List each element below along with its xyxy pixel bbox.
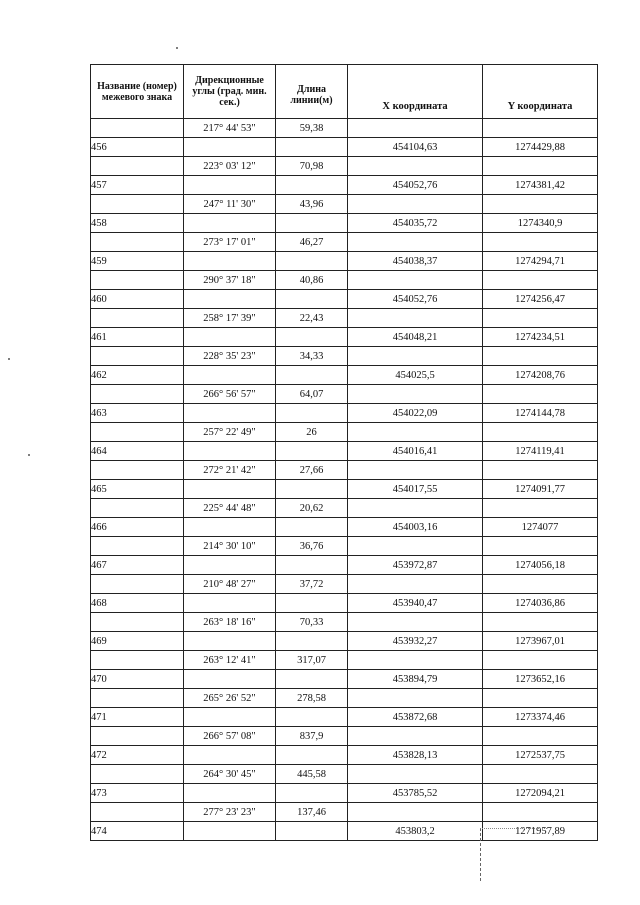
point-name: 466 xyxy=(91,518,184,537)
length-empty xyxy=(276,822,348,841)
angle-empty xyxy=(184,632,276,651)
line-length: 20,62 xyxy=(276,499,348,518)
line-length: 22,43 xyxy=(276,309,348,328)
angle-empty xyxy=(184,556,276,575)
x-coordinate-empty xyxy=(348,271,483,290)
y-coordinate: 1274144,78 xyxy=(483,404,598,423)
y-coordinate-empty xyxy=(483,613,598,632)
direction-angle: 273° 17' 01" xyxy=(184,233,276,252)
length-empty xyxy=(276,670,348,689)
point-row xyxy=(91,214,598,233)
length-empty xyxy=(276,518,348,537)
y-coordinate-empty xyxy=(483,689,598,708)
length-empty xyxy=(276,442,348,461)
y-coordinate: 1274077 xyxy=(483,518,598,537)
length-empty xyxy=(276,214,348,233)
x-coordinate-empty xyxy=(348,385,483,404)
point-name: 462 xyxy=(91,366,184,385)
x-coordinate-empty xyxy=(348,689,483,708)
x-coordinate-empty xyxy=(348,157,483,176)
point-name: 457 xyxy=(91,176,184,195)
point-row xyxy=(91,746,598,765)
point-row xyxy=(91,290,598,309)
y-coordinate: 1273374,46 xyxy=(483,708,598,727)
x-coordinate-empty xyxy=(348,347,483,366)
x-coordinate: 454052,76 xyxy=(348,176,483,195)
y-coordinate-empty xyxy=(483,233,598,252)
x-coordinate-empty xyxy=(348,233,483,252)
point-name-empty xyxy=(91,309,184,328)
y-coordinate: 1274208,76 xyxy=(483,366,598,385)
x-coordinate: 454038,37 xyxy=(348,252,483,271)
point-name-empty xyxy=(91,765,184,784)
point-name-empty xyxy=(91,689,184,708)
angle-empty xyxy=(184,328,276,347)
point-name-empty xyxy=(91,803,184,822)
direction-angle: 265° 26' 52" xyxy=(184,689,276,708)
segment-row xyxy=(91,575,598,594)
y-coordinate: 1274036,86 xyxy=(483,594,598,613)
segment-row xyxy=(91,765,598,784)
direction-angle: 277° 23' 23" xyxy=(184,803,276,822)
point-row xyxy=(91,632,598,651)
x-coordinate: 454016,41 xyxy=(348,442,483,461)
length-empty xyxy=(276,556,348,575)
x-coordinate: 453872,68 xyxy=(348,708,483,727)
x-coordinate: 454017,55 xyxy=(348,480,483,499)
x-coordinate: 453785,52 xyxy=(348,784,483,803)
angle-empty xyxy=(184,518,276,537)
angle-empty xyxy=(184,594,276,613)
direction-angle: 272° 21' 42" xyxy=(184,461,276,480)
x-coordinate-empty xyxy=(348,309,483,328)
point-name-empty xyxy=(91,119,184,138)
length-empty xyxy=(276,404,348,423)
x-coordinate: 453828,13 xyxy=(348,746,483,765)
x-coordinate-empty xyxy=(348,119,483,138)
point-name-empty xyxy=(91,423,184,442)
header-length: Длина линии(м) xyxy=(276,65,348,119)
length-empty xyxy=(276,290,348,309)
header-name: Название (номер) межевого знака xyxy=(91,65,184,119)
point-row xyxy=(91,176,598,195)
point-name-empty xyxy=(91,195,184,214)
x-coordinate-empty xyxy=(348,499,483,518)
y-coordinate: 1274429,88 xyxy=(483,138,598,157)
x-coordinate: 453940,47 xyxy=(348,594,483,613)
segment-row xyxy=(91,651,598,670)
x-coordinate-empty xyxy=(348,803,483,822)
line-length: 70,98 xyxy=(276,157,348,176)
segment-row xyxy=(91,233,598,252)
header-x: Х координата xyxy=(348,65,483,119)
x-coordinate-empty xyxy=(348,575,483,594)
direction-angle: 258° 17' 39" xyxy=(184,309,276,328)
length-empty xyxy=(276,328,348,347)
y-coordinate-empty xyxy=(483,385,598,404)
point-name: 460 xyxy=(91,290,184,309)
line-length: 26 xyxy=(276,423,348,442)
x-coordinate: 453972,87 xyxy=(348,556,483,575)
x-coordinate: 453894,79 xyxy=(348,670,483,689)
table-header-row xyxy=(91,65,598,119)
y-coordinate-empty xyxy=(483,765,598,784)
y-coordinate: 1271957,89 xyxy=(483,822,598,841)
point-name-empty xyxy=(91,461,184,480)
line-length: 64,07 xyxy=(276,385,348,404)
y-coordinate: 1273652,16 xyxy=(483,670,598,689)
line-length: 137,46 xyxy=(276,803,348,822)
angle-empty xyxy=(184,138,276,157)
segment-row xyxy=(91,499,598,518)
y-coordinate-empty xyxy=(483,461,598,480)
point-row xyxy=(91,480,598,499)
point-name: 463 xyxy=(91,404,184,423)
point-row xyxy=(91,252,598,271)
y-coordinate: 1274256,47 xyxy=(483,290,598,309)
angle-empty xyxy=(184,746,276,765)
line-length: 445,58 xyxy=(276,765,348,784)
line-length: 40,86 xyxy=(276,271,348,290)
y-coordinate-empty xyxy=(483,423,598,442)
point-row xyxy=(91,404,598,423)
point-name-empty xyxy=(91,727,184,746)
length-empty xyxy=(276,632,348,651)
y-coordinate: 1274340,9 xyxy=(483,214,598,233)
angle-empty xyxy=(184,214,276,233)
point-name: 465 xyxy=(91,480,184,499)
length-empty xyxy=(276,708,348,727)
x-coordinate-empty xyxy=(348,423,483,442)
line-length: 36,76 xyxy=(276,537,348,556)
angle-empty xyxy=(184,822,276,841)
x-coordinate: 454022,09 xyxy=(348,404,483,423)
y-coordinate-empty xyxy=(483,575,598,594)
angle-empty xyxy=(184,366,276,385)
direction-angle: 223° 03' 12" xyxy=(184,157,276,176)
x-coordinate: 454052,76 xyxy=(348,290,483,309)
length-empty xyxy=(276,784,348,803)
x-coordinate: 454025,5 xyxy=(348,366,483,385)
point-name: 458 xyxy=(91,214,184,233)
x-coordinate-empty xyxy=(348,613,483,632)
direction-angle: 247° 11' 30" xyxy=(184,195,276,214)
scan-speck xyxy=(28,454,30,456)
point-row xyxy=(91,670,598,689)
length-empty xyxy=(276,480,348,499)
point-name: 471 xyxy=(91,708,184,727)
point-row xyxy=(91,784,598,803)
line-length: 70,33 xyxy=(276,613,348,632)
angle-empty xyxy=(184,176,276,195)
x-coordinate-empty xyxy=(348,727,483,746)
line-length: 278,58 xyxy=(276,689,348,708)
y-coordinate-empty xyxy=(483,803,598,822)
point-row xyxy=(91,366,598,385)
point-row xyxy=(91,518,598,537)
point-name-empty xyxy=(91,651,184,670)
point-name: 459 xyxy=(91,252,184,271)
line-length: 837,9 xyxy=(276,727,348,746)
segment-row xyxy=(91,271,598,290)
segment-row xyxy=(91,613,598,632)
point-name-empty xyxy=(91,233,184,252)
point-name: 470 xyxy=(91,670,184,689)
y-coordinate-empty xyxy=(483,309,598,328)
segment-row xyxy=(91,689,598,708)
angle-empty xyxy=(184,708,276,727)
y-coordinate-empty xyxy=(483,727,598,746)
y-coordinate-empty xyxy=(483,157,598,176)
x-coordinate: 453932,27 xyxy=(348,632,483,651)
y-coordinate-empty xyxy=(483,651,598,670)
y-coordinate: 1274234,51 xyxy=(483,328,598,347)
point-row xyxy=(91,708,598,727)
x-coordinate-empty xyxy=(348,537,483,556)
length-empty xyxy=(276,176,348,195)
length-empty xyxy=(276,252,348,271)
point-name-empty xyxy=(91,613,184,632)
point-name-empty xyxy=(91,271,184,290)
segment-row xyxy=(91,347,598,366)
y-coordinate: 1272537,75 xyxy=(483,746,598,765)
direction-angle: 257° 22' 49" xyxy=(184,423,276,442)
y-coordinate-empty xyxy=(483,347,598,366)
segment-row xyxy=(91,385,598,404)
point-name: 456 xyxy=(91,138,184,157)
y-coordinate-empty xyxy=(483,537,598,556)
point-name: 464 xyxy=(91,442,184,461)
boundary-survey-table xyxy=(90,64,598,841)
y-coordinate: 1273967,01 xyxy=(483,632,598,651)
table-body xyxy=(91,119,598,841)
point-row xyxy=(91,594,598,613)
y-coordinate: 1274056,18 xyxy=(483,556,598,575)
segment-row xyxy=(91,157,598,176)
direction-angle: 263° 12' 41" xyxy=(184,651,276,670)
segment-row xyxy=(91,195,598,214)
line-length: 37,72 xyxy=(276,575,348,594)
angle-empty xyxy=(184,404,276,423)
point-name-empty xyxy=(91,157,184,176)
y-coordinate: 1274119,41 xyxy=(483,442,598,461)
segment-row xyxy=(91,727,598,746)
point-name: 472 xyxy=(91,746,184,765)
header-y: Y координата xyxy=(483,65,598,119)
point-row xyxy=(91,442,598,461)
length-empty xyxy=(276,746,348,765)
direction-angle: 214° 30' 10" xyxy=(184,537,276,556)
y-coordinate-empty xyxy=(483,119,598,138)
angle-empty xyxy=(184,784,276,803)
stamp-mark xyxy=(480,828,547,881)
x-coordinate-empty xyxy=(348,651,483,670)
scan-speck xyxy=(8,358,10,360)
segment-row xyxy=(91,119,598,138)
point-name: 461 xyxy=(91,328,184,347)
point-row xyxy=(91,328,598,347)
y-coordinate: 1274091,77 xyxy=(483,480,598,499)
line-length: 317,07 xyxy=(276,651,348,670)
angle-empty xyxy=(184,480,276,499)
segment-row xyxy=(91,423,598,442)
point-name: 473 xyxy=(91,784,184,803)
line-length: 27,66 xyxy=(276,461,348,480)
x-coordinate: 454104,63 xyxy=(348,138,483,157)
scan-speck xyxy=(176,47,178,49)
y-coordinate-empty xyxy=(483,499,598,518)
angle-empty xyxy=(184,442,276,461)
line-length: 34,33 xyxy=(276,347,348,366)
line-length: 46,27 xyxy=(276,233,348,252)
point-name: 469 xyxy=(91,632,184,651)
line-length: 59,38 xyxy=(276,119,348,138)
segment-row xyxy=(91,537,598,556)
point-name-empty xyxy=(91,499,184,518)
y-coordinate-empty xyxy=(483,271,598,290)
length-empty xyxy=(276,138,348,157)
point-name: 468 xyxy=(91,594,184,613)
point-name: 467 xyxy=(91,556,184,575)
direction-angle: 263° 18' 16" xyxy=(184,613,276,632)
angle-empty xyxy=(184,252,276,271)
x-coordinate: 454003,16 xyxy=(348,518,483,537)
x-coordinate-empty xyxy=(348,195,483,214)
segment-row xyxy=(91,461,598,480)
segment-row xyxy=(91,803,598,822)
point-name-empty xyxy=(91,575,184,594)
point-row xyxy=(91,138,598,157)
point-name: 474 xyxy=(91,822,184,841)
point-name-empty xyxy=(91,537,184,556)
segment-row xyxy=(91,309,598,328)
direction-angle: 266° 56' 57" xyxy=(184,385,276,404)
direction-angle: 228° 35' 23" xyxy=(184,347,276,366)
y-coordinate: 1272094,21 xyxy=(483,784,598,803)
point-name-empty xyxy=(91,385,184,404)
direction-angle: 264° 30' 45" xyxy=(184,765,276,784)
y-coordinate-empty xyxy=(483,195,598,214)
point-name-empty xyxy=(91,347,184,366)
angle-empty xyxy=(184,670,276,689)
angle-empty xyxy=(184,290,276,309)
direction-angle: 217° 44' 53" xyxy=(184,119,276,138)
length-empty xyxy=(276,366,348,385)
y-coordinate: 1274294,71 xyxy=(483,252,598,271)
point-row xyxy=(91,556,598,575)
x-coordinate: 454035,72 xyxy=(348,214,483,233)
x-coordinate-empty xyxy=(348,765,483,784)
y-coordinate: 1274381,42 xyxy=(483,176,598,195)
length-empty xyxy=(276,594,348,613)
direction-angle: 210° 48' 27" xyxy=(184,575,276,594)
x-coordinate: 453803,2 xyxy=(348,822,483,841)
direction-angle: 290° 37' 18" xyxy=(184,271,276,290)
line-length: 43,96 xyxy=(276,195,348,214)
header-angle: Дирекционные углы (град. мин. сек.) xyxy=(184,65,276,119)
direction-angle: 225° 44' 48" xyxy=(184,499,276,518)
direction-angle: 266° 57' 08" xyxy=(184,727,276,746)
x-coordinate-empty xyxy=(348,461,483,480)
x-coordinate: 454048,21 xyxy=(348,328,483,347)
